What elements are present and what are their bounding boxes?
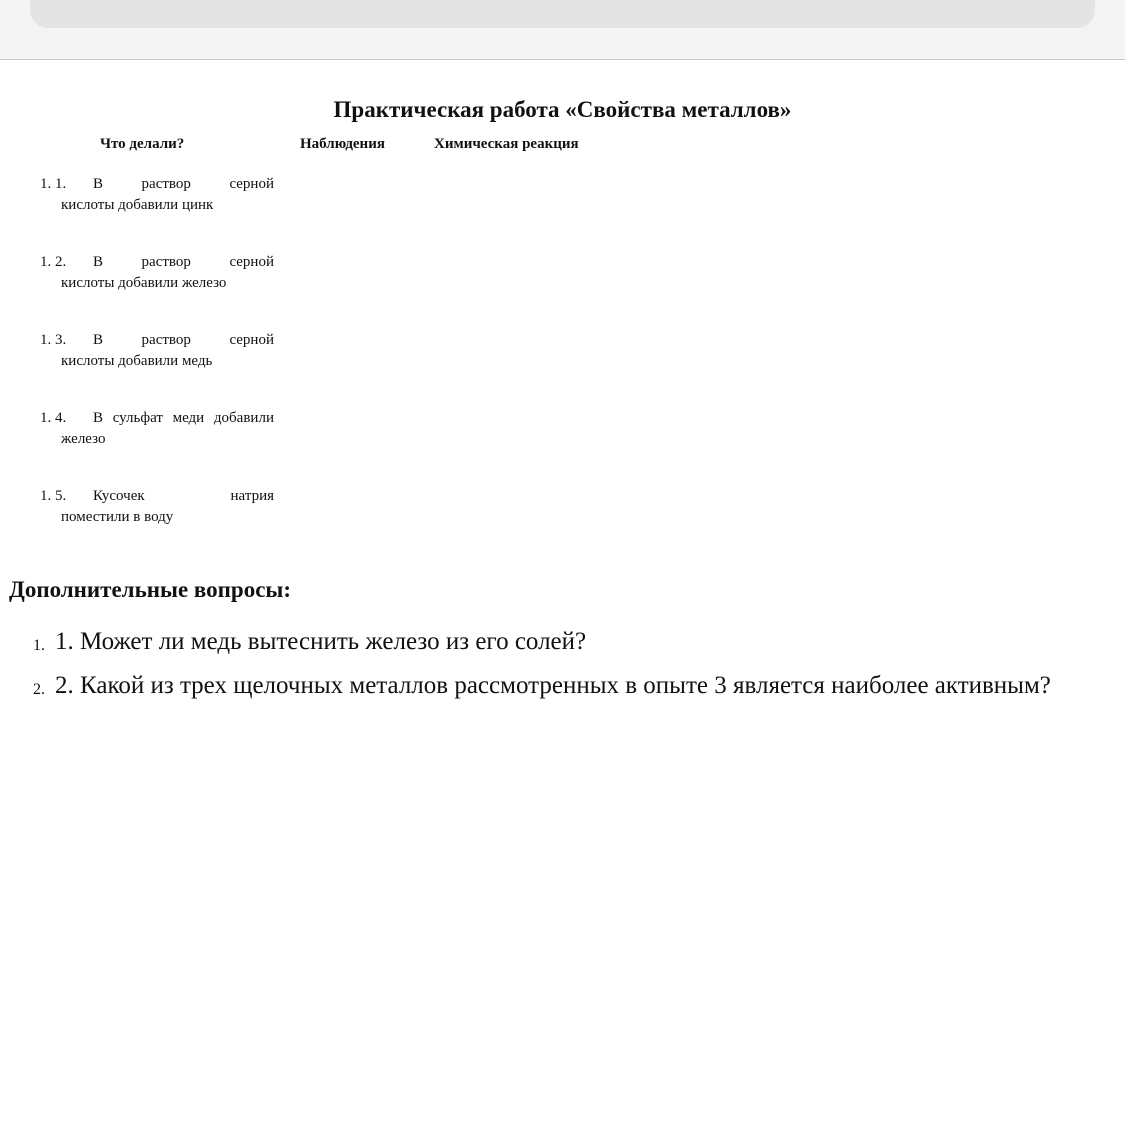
experiment-number: 3. bbox=[55, 332, 67, 348]
question-list-marker: 2. bbox=[33, 681, 45, 698]
experiment-text-continuation: поместили в воду bbox=[61, 509, 174, 525]
additional-questions-heading: Дополнительные вопросы: bbox=[9, 577, 292, 602]
experiment-item bbox=[40, 486, 274, 528]
column-header-reaction: Химическая реакция bbox=[434, 136, 579, 152]
experiment-word: натрия bbox=[230, 488, 274, 504]
experiment-item bbox=[40, 330, 274, 372]
experiment-item bbox=[40, 252, 274, 294]
experiment-list-marker: 1. bbox=[40, 410, 52, 426]
document-title: Практическая работа «Свойства металлов» bbox=[333, 97, 792, 122]
experiment-word: В bbox=[93, 254, 104, 270]
question-text: 1. Может ли медь вытеснить железо из его солей? bbox=[55, 628, 587, 655]
experiment-word: В bbox=[93, 332, 104, 348]
experiment-text-continuation: кислоты добавили железо bbox=[61, 275, 227, 291]
experiment-list-marker: 1. bbox=[40, 176, 52, 192]
experiment-number: 5. bbox=[55, 488, 67, 504]
experiment-number: 1. bbox=[55, 176, 67, 192]
experiment-text-continuation: железо bbox=[61, 431, 106, 447]
experiment-number: 4. bbox=[55, 410, 67, 426]
experiment-word: сульфат bbox=[112, 410, 163, 426]
experiment-word: серной bbox=[229, 254, 274, 270]
experiment-list-marker: 1. bbox=[40, 254, 52, 270]
experiment-word: меди bbox=[172, 410, 205, 426]
experiment-text-continuation: кислоты добавили цинк bbox=[61, 197, 214, 213]
experiment-item bbox=[40, 174, 274, 216]
column-header-what: Что делали? bbox=[100, 136, 185, 152]
experiment-list-marker: 1. bbox=[40, 488, 52, 504]
column-header-observations: Наблюдения bbox=[300, 136, 385, 152]
experiment-text-continuation: кислоты добавили медь bbox=[61, 353, 213, 369]
question-text: 2. Какой из трех щелочных металлов рассмотренных в опыте 3 является наиболее активным? bbox=[55, 672, 1051, 699]
experiment-word: В bbox=[93, 410, 104, 426]
experiment-item bbox=[40, 408, 274, 450]
viewer-top-chrome bbox=[0, 0, 1125, 60]
experiment-list-marker: 1. bbox=[40, 332, 52, 348]
experiment-word: Кусочек bbox=[93, 488, 145, 504]
viewer-toolbar bbox=[30, 0, 1095, 28]
experiment-word: раствор bbox=[141, 176, 191, 192]
experiment-word: серной bbox=[229, 176, 274, 192]
experiment-word: раствор bbox=[141, 332, 191, 348]
experiment-word: В bbox=[93, 176, 104, 192]
experiment-word: серной bbox=[229, 332, 274, 348]
experiment-word: раствор bbox=[141, 254, 191, 270]
question-list-marker: 1. bbox=[33, 637, 45, 654]
experiment-number: 2. bbox=[55, 254, 67, 270]
experiment-word: добавили bbox=[213, 410, 274, 426]
